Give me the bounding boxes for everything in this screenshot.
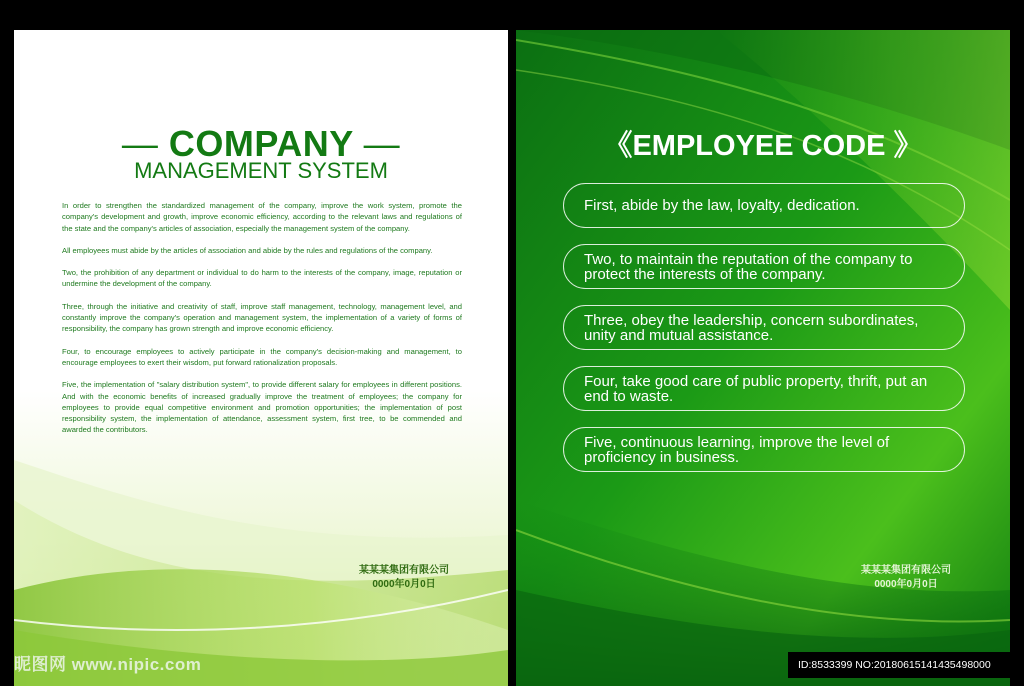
right-footer: [846, 564, 966, 592]
paragraph: Two, the prohibition of any department or individual to do harm to the interests of the company, image, reputation or undermine the development of the company.: [62, 268, 462, 289]
footer-date: 0000年0月0日: [372, 579, 436, 590]
paragraph: In order to strengthen the standardized management of the company, improve the work system, promote the company's development and growth, improve economic efficiency, according to the relevant laws and regulations of the state and the company's articles of association, especially the management system of the company.: [62, 201, 462, 233]
paragraph: Four, to encourage employees to actively participate in the company's decision-making and management, to encourage employees to exert their wisdom, put forward rationalization proposals.: [62, 346, 462, 367]
rule-text: First, abide by the law, loyalty, dedication.: [584, 197, 860, 214]
rule-text: Three, obey the leadership, concern subordinates, unity and mutual assistance.: [584, 311, 919, 344]
rule-text: Five, continuous learning, improve the level of proficiency in business.: [584, 433, 890, 466]
nipic-watermark: 昵图网 www.nipic.com: [14, 655, 202, 674]
footer-company-name: 某某某集团有限公司: [359, 565, 449, 576]
rule-item: [563, 244, 965, 289]
rule-item: [563, 305, 965, 350]
footer-date: 0000年0月0日: [874, 579, 938, 590]
rule-text: Four, take good care of public property, thrift, put an end to waste.: [584, 372, 928, 405]
paragraph: All employees must abide by the articles of association and abide by the rules and regulations of the company.: [62, 245, 433, 255]
rule-item: [563, 366, 965, 411]
title-dash-left: —: [121, 123, 159, 164]
title-dash-right: —: [363, 123, 401, 164]
rule-text: Two, to maintain the reputation of the company to protect the interests of the company.: [584, 250, 913, 283]
management-system-subtitle: MANAGEMENT SYSTEM: [134, 158, 388, 183]
paragraph: Five, the implementation of "salary distribution system", to provide different salary for employees in different positions. And with the economic benefits of increased gradually improve the treatment of employees; the company for employees to provide equal competitive environment and promotion opportunities; the implementation of post responsibility system, the implementation of attendance, assessment system, first tree, to be commended and awarded the contributors.: [62, 380, 462, 435]
employee-code-rules: [563, 183, 965, 488]
company-title-text: COMPANY: [168, 123, 354, 164]
rule-item: [563, 427, 965, 472]
rule-item: [563, 183, 965, 228]
management-body-text: [62, 200, 462, 447]
right-page: [516, 30, 1010, 686]
left-footer: [344, 564, 464, 592]
employee-code-title: 《EMPLOYEE CODE 》: [603, 130, 923, 162]
image-id-label: ID:8533399 NO:20180615141435498000: [788, 652, 1024, 678]
left-page: [14, 30, 508, 686]
paragraph: Three, through the initiative and creativity of staff, improve staff management, technology, management level, and constantly improve the company's operation and management system, the implementation of a variety of forms of responsibility, the company has grown strength and improve economic efficiency.: [62, 301, 462, 334]
footer-company-name: 某某某集团有限公司: [861, 565, 951, 576]
